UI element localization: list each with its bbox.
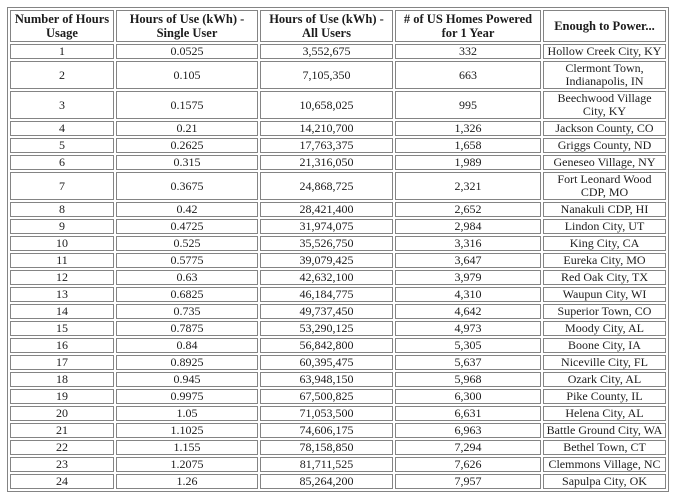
table-row	[10, 355, 666, 370]
table-cell: Sapulpa City, OK	[543, 474, 666, 489]
table-cell: 67,500,825	[260, 389, 393, 404]
table-cell: 332	[395, 44, 541, 59]
table-cell: 5,637	[395, 355, 541, 370]
table-cell: 19	[10, 389, 114, 404]
table-cell: Lindon City, UT	[543, 219, 666, 234]
table-cell: 3,552,675	[260, 44, 393, 59]
table-cell: 3,979	[395, 270, 541, 285]
table-cell: 10,658,025	[260, 91, 393, 119]
table-cell: 24,868,725	[260, 172, 393, 200]
table-row	[10, 172, 666, 200]
energy-usage-table	[7, 7, 669, 492]
table-cell: King City, CA	[543, 236, 666, 251]
table-cell: 3,316	[395, 236, 541, 251]
table-cell: 0.3675	[116, 172, 258, 200]
table-cell: Nanakuli CDP, HI	[543, 202, 666, 217]
table-cell: 0.7875	[116, 321, 258, 336]
table-row	[10, 155, 666, 170]
table-cell: 28,421,400	[260, 202, 393, 217]
table-cell: 7,957	[395, 474, 541, 489]
table-cell: Jackson County, CO	[543, 121, 666, 136]
table-row	[10, 406, 666, 421]
table-cell: 5,305	[395, 338, 541, 353]
table-body	[10, 44, 666, 489]
table-cell: 5	[10, 138, 114, 153]
table-cell: 1.155	[116, 440, 258, 455]
table-cell: 11	[10, 253, 114, 268]
table-row	[10, 270, 666, 285]
table-cell: 0.8925	[116, 355, 258, 370]
table-cell: Niceville City, FL	[543, 355, 666, 370]
table-cell: 3	[10, 91, 114, 119]
table-cell: 0.945	[116, 372, 258, 387]
table-cell: 2,984	[395, 219, 541, 234]
table-cell: Clemmons Village, NC	[543, 457, 666, 472]
table-cell: 4,973	[395, 321, 541, 336]
table-cell: 71,053,500	[260, 406, 393, 421]
table-cell: 12	[10, 270, 114, 285]
table-row	[10, 338, 666, 353]
table-row	[10, 253, 666, 268]
table-cell: 0.0525	[116, 44, 258, 59]
table-cell: 7,294	[395, 440, 541, 455]
table-cell: 663	[395, 61, 541, 89]
table-row	[10, 440, 666, 455]
table-cell: 56,842,800	[260, 338, 393, 353]
table-cell: 1.05	[116, 406, 258, 421]
table-cell: 17	[10, 355, 114, 370]
table-cell: 22	[10, 440, 114, 455]
table-cell: 0.21	[116, 121, 258, 136]
table-row	[10, 474, 666, 489]
table-cell: 6	[10, 155, 114, 170]
table-cell: Moody City, AL	[543, 321, 666, 336]
table-cell: 3,647	[395, 253, 541, 268]
table-cell: 0.105	[116, 61, 258, 89]
table-cell: 20	[10, 406, 114, 421]
table-cell: 85,264,200	[260, 474, 393, 489]
table-row	[10, 236, 666, 251]
table-cell: 4,642	[395, 304, 541, 319]
table-row	[10, 287, 666, 302]
table-cell: 4,310	[395, 287, 541, 302]
table-cell: 0.6825	[116, 287, 258, 302]
table-cell: 39,079,425	[260, 253, 393, 268]
table-cell: 0.735	[116, 304, 258, 319]
table-cell: 1,658	[395, 138, 541, 153]
table-cell: 53,290,125	[260, 321, 393, 336]
table-cell: 15	[10, 321, 114, 336]
table-cell: 2	[10, 61, 114, 89]
table-cell: Ozark City, AL	[543, 372, 666, 387]
table-cell: 31,974,075	[260, 219, 393, 234]
table-cell: 23	[10, 457, 114, 472]
table-cell: 2,321	[395, 172, 541, 200]
table-cell: 7	[10, 172, 114, 200]
table-cell: 21	[10, 423, 114, 438]
table-row	[10, 121, 666, 136]
table-header	[10, 10, 666, 42]
table-cell: 1	[10, 44, 114, 59]
table-cell: Waupun City, WI	[543, 287, 666, 302]
table-cell: 1,326	[395, 121, 541, 136]
table-row	[10, 44, 666, 59]
table-row	[10, 219, 666, 234]
table-cell: 49,737,450	[260, 304, 393, 319]
table-row	[10, 423, 666, 438]
table-cell: 7,105,350	[260, 61, 393, 89]
table-cell: 6,300	[395, 389, 541, 404]
table-cell: 995	[395, 91, 541, 119]
column-header-hours-usage: Number of Hours Usage	[10, 10, 114, 42]
table-cell: 0.42	[116, 202, 258, 217]
table-row	[10, 389, 666, 404]
header-row	[10, 10, 666, 42]
column-header-single-user: Hours of Use (kWh) - Single User	[116, 10, 258, 42]
table-cell: 18	[10, 372, 114, 387]
table-cell: Bethel Town, CT	[543, 440, 666, 455]
column-header-enough-to-power: Enough to Power...	[543, 10, 666, 42]
table-cell: 0.63	[116, 270, 258, 285]
table-row	[10, 202, 666, 217]
column-header-all-users: Hours of Use (kWh) - All Users	[260, 10, 393, 42]
table-cell: 1.26	[116, 474, 258, 489]
table-cell: 78,158,850	[260, 440, 393, 455]
table-row	[10, 321, 666, 336]
table-cell: 81,711,525	[260, 457, 393, 472]
table-cell: 6,963	[395, 423, 541, 438]
table-cell: 0.2625	[116, 138, 258, 153]
table-cell: Helena City, AL	[543, 406, 666, 421]
table-cell: Hollow Creek City, KY	[543, 44, 666, 59]
table-row	[10, 61, 666, 89]
table-cell: 21,316,050	[260, 155, 393, 170]
table-cell: Boone City, IA	[543, 338, 666, 353]
table-cell: 8	[10, 202, 114, 217]
table-cell: Pike County, IL	[543, 389, 666, 404]
table-cell: Eureka City, MO	[543, 253, 666, 268]
table-cell: 35,526,750	[260, 236, 393, 251]
table-cell: 1,989	[395, 155, 541, 170]
table-cell: Fort Leonard Wood CDP, MO	[543, 172, 666, 200]
table-cell: Red Oak City, TX	[543, 270, 666, 285]
table-cell: 74,606,175	[260, 423, 393, 438]
table-cell: 0.525	[116, 236, 258, 251]
table-row	[10, 304, 666, 319]
table-cell: 0.1575	[116, 91, 258, 119]
table-cell: 0.4725	[116, 219, 258, 234]
table-cell: 0.84	[116, 338, 258, 353]
table-cell: 2,652	[395, 202, 541, 217]
table-cell: Geneseo Village, NY	[543, 155, 666, 170]
table-row	[10, 138, 666, 153]
table-cell: 14	[10, 304, 114, 319]
table-cell: Beechwood Village City, KY	[543, 91, 666, 119]
table-cell: 0.9975	[116, 389, 258, 404]
table-row	[10, 457, 666, 472]
table-cell: 1.2075	[116, 457, 258, 472]
table-cell: 60,395,475	[260, 355, 393, 370]
table-cell: Superior Town, CO	[543, 304, 666, 319]
table-cell: Battle Ground City, WA	[543, 423, 666, 438]
table-cell: 5,968	[395, 372, 541, 387]
column-header-homes-powered: # of US Homes Powered for 1 Year	[395, 10, 541, 42]
table-cell: 0.315	[116, 155, 258, 170]
table-cell: 16	[10, 338, 114, 353]
table-cell: 10	[10, 236, 114, 251]
table-cell: 9	[10, 219, 114, 234]
table-row	[10, 91, 666, 119]
table-cell: 6,631	[395, 406, 541, 421]
table-cell: 4	[10, 121, 114, 136]
table-cell: 46,184,775	[260, 287, 393, 302]
table-cell: 13	[10, 287, 114, 302]
table-cell: 17,763,375	[260, 138, 393, 153]
table-row	[10, 372, 666, 387]
table-cell: Clermont Town, Indianapolis, IN	[543, 61, 666, 89]
table-cell: 7,626	[395, 457, 541, 472]
table-cell: 42,632,100	[260, 270, 393, 285]
table-cell: 24	[10, 474, 114, 489]
table-cell: 0.5775	[116, 253, 258, 268]
table-cell: 1.1025	[116, 423, 258, 438]
table-cell: 14,210,700	[260, 121, 393, 136]
table-cell: Griggs County, ND	[543, 138, 666, 153]
table-cell: 63,948,150	[260, 372, 393, 387]
